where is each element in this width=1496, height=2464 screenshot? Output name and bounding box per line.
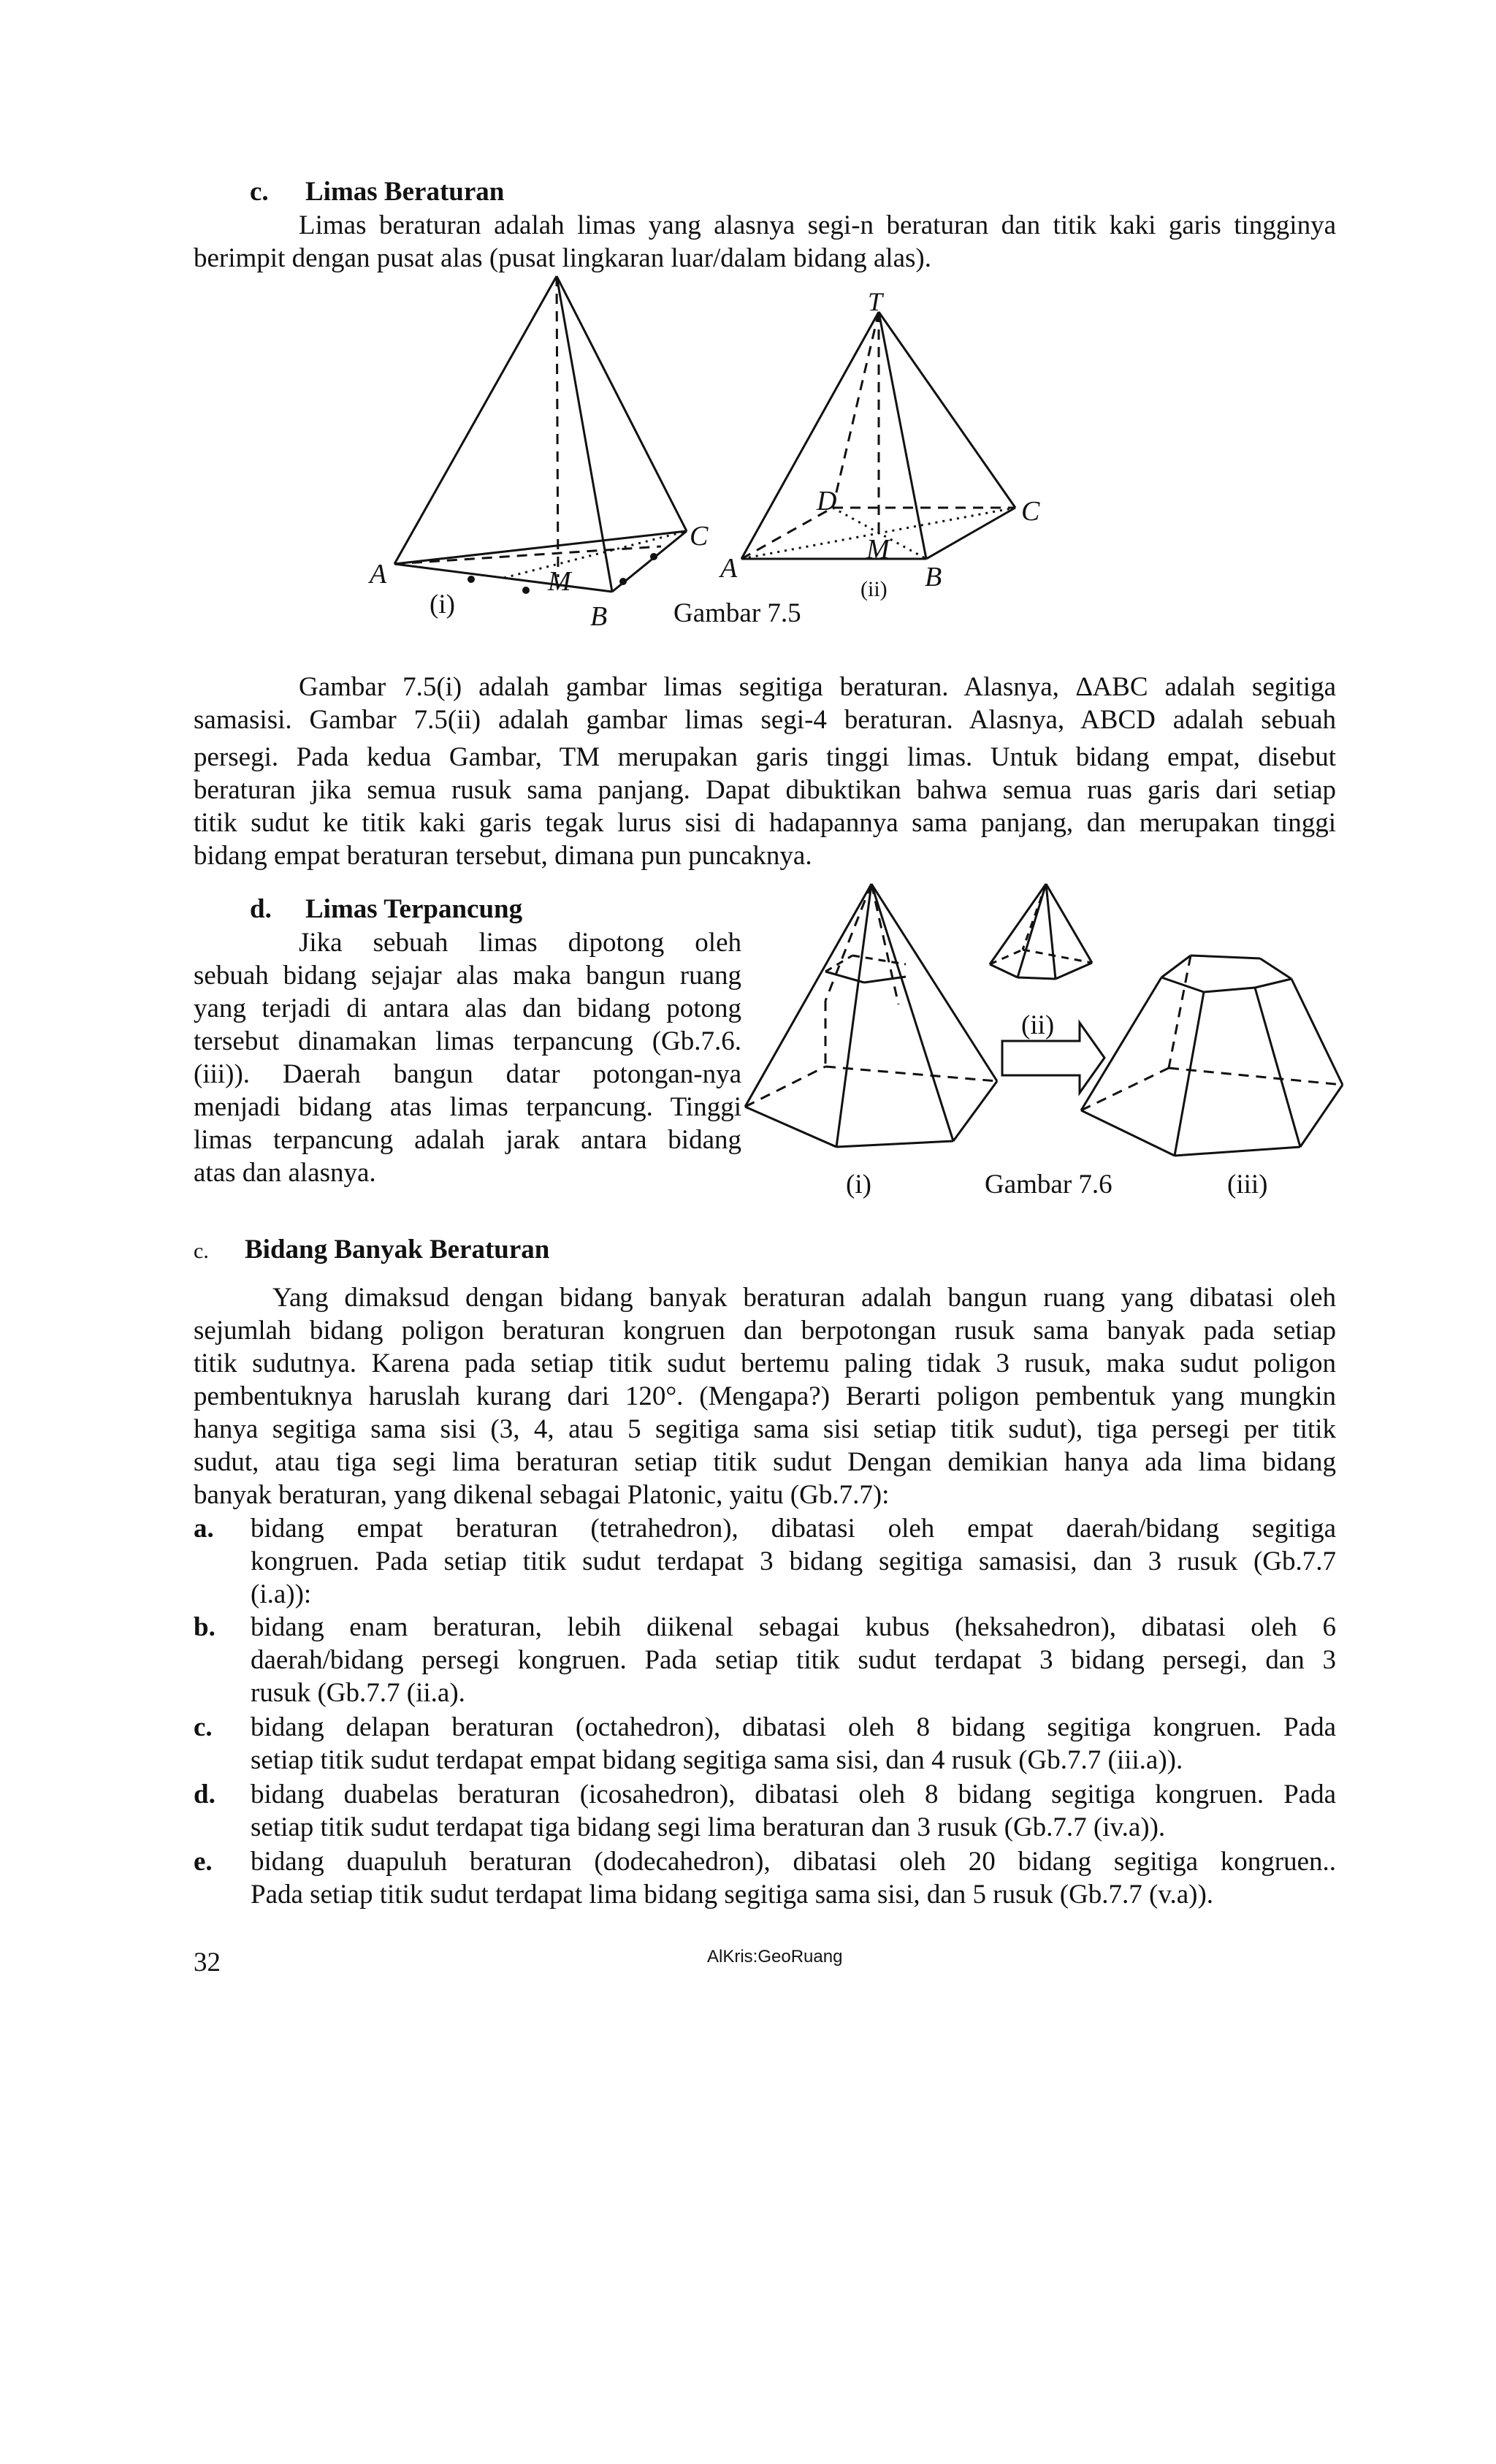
section-d-line: sebuah bidang sejajar alas maka bangun ruang bbox=[194, 961, 741, 991]
section-d-line: tersebut dinamakan limas terpancung (Gb.7.6. bbox=[194, 1026, 741, 1056]
pyr-ii-label-t: T bbox=[868, 287, 883, 316]
fig-7-6-ii-small-pyramid bbox=[990, 884, 1092, 979]
list-item-line: setiap titik sudut terdapat empat bidang segitiga sama sisi, dan 4 rusuk (Gb.7.7 (iii.a)). bbox=[251, 1745, 1183, 1775]
list-item bbox=[194, 1845, 1336, 1912]
section-d-line: (iii)). Daerah bangun datar potongan-nya bbox=[194, 1059, 741, 1089]
list-item-letter: a. bbox=[194, 1514, 214, 1544]
fig-7-6-label-iii: (iii) bbox=[1227, 1170, 1268, 1199]
section-c-paragraph: Limas beraturan adalah limas yang alasnya segi-n beraturan dan titik kaki garis tingginya berimpit dengan pusat alas (pusat lingkaran luar/dalam bidang alas). bbox=[194, 210, 1336, 273]
list-item bbox=[194, 1778, 1336, 1845]
para-7-5-line: beraturan jika semua rusuk sama panjang. Dapat dibuktikan bahwa semua ruas garis dari setiap bbox=[194, 775, 1336, 805]
list-item-line: (i.a)): bbox=[251, 1579, 312, 1609]
list-item-line: Pada setiap titik sudut terdapat lima bidang segitiga sama sisi, dan 5 rusuk (Gb.7.7 (v.a)). bbox=[251, 1880, 1214, 1910]
section-d-title: Limas Terpancung bbox=[305, 894, 523, 924]
section-c2-line: hanya segitiga sama sisi (3, 4, atau 5 segitiga sama sisi setiap titik sudut), tiga persegi per titik bbox=[194, 1414, 1336, 1444]
platonic-list bbox=[194, 1512, 1336, 1912]
para-7-5-line: persegi. Pada kedua Gambar, TM merupakan garis tinggi limas. Untuk bidang empat, disebut bbox=[194, 742, 1336, 772]
pyr-ii-label-a: A bbox=[720, 553, 738, 584]
section-c2-title: Bidang Banyak Beraturan bbox=[245, 1235, 550, 1265]
fig-7-6-iii-frustum bbox=[1081, 956, 1343, 1156]
list-item-letter: c. bbox=[194, 1712, 213, 1742]
section-c-title: Limas Beraturan bbox=[305, 177, 505, 207]
section-c-letter: c. bbox=[250, 177, 269, 207]
fig-7-5-label-i: (i) bbox=[430, 590, 455, 619]
pyr-ii-label-d: D bbox=[817, 486, 837, 516]
list-item-line: kongruen. Pada setiap titik sudut terdapat 3 bidang segitiga samasisi, dan 3 rusuk (Gb.7.7 bbox=[251, 1546, 1336, 1576]
section-c2-paragraph bbox=[194, 1281, 1336, 1511]
list-item-line: bidang duapuluh beraturan (dodecahedron), dibatasi oleh 20 bidang segitiga kongruen.. bbox=[251, 1847, 1336, 1877]
list-item bbox=[194, 1611, 1336, 1711]
pyr-i-label-b: B bbox=[590, 601, 608, 632]
section-c2-line: sejumlah bidang poligon beraturan kongruen dan berpotongan rusuk sama banyak pada setiap bbox=[194, 1316, 1336, 1346]
section-c2-line: banyak beraturan, yang dikenal sebagai Platonic, yaitu (Gb.7.7): bbox=[194, 1480, 890, 1510]
pyr-i-label-a: A bbox=[370, 559, 387, 590]
section-d-line: yang terjadi di antara alas dan bidang potong bbox=[194, 993, 741, 1023]
list-item-line: bidang empat beraturan (tetrahedron), dibatasi oleh empat daerah/bidang segitiga bbox=[251, 1514, 1336, 1544]
section-d-line: Jika sebuah limas dipotong oleh bbox=[299, 928, 741, 958]
fig-7-6-label-i: (i) bbox=[846, 1170, 871, 1199]
fig-7-5-caption: Gambar 7.5 bbox=[673, 598, 801, 628]
para-7-5-line: bidang empat beraturan tersebut, dimana pun puncaknya. bbox=[194, 841, 812, 871]
fig-7-6-label-ii: (ii) bbox=[1021, 1010, 1055, 1040]
pyr-i-label-c: C bbox=[690, 521, 709, 552]
list-item-letter: d. bbox=[194, 1780, 215, 1809]
pyr-i-label-m: M bbox=[548, 566, 571, 597]
section-d-line: menjadi bidang atas limas terpancung. Tinggi bbox=[194, 1092, 741, 1122]
list-item-line: bidang duabelas beraturan (icosahedron), dibatasi oleh 8 bidang segitiga kongruen. Pada bbox=[251, 1780, 1336, 1809]
section-c2-line: Yang dimaksud dengan bidang banyak beraturan adalah bangun ruang yang dibatasi oleh bbox=[272, 1283, 1336, 1313]
fig-7-5-label-ii: (ii) bbox=[860, 577, 888, 601]
list-item bbox=[194, 1512, 1336, 1611]
para-7-5-line: titik sudut ke titik kaki garis tegak lurus sisi di hadapannya sama panjang, dan merupakan tinggi bbox=[194, 808, 1336, 838]
section-c2-letter: c. bbox=[194, 1239, 209, 1263]
section-c2-line: titik sudutnya. Karena pada setiap titik sudut bertemu paling tidak 3 rusuk, maka sudut poligon bbox=[194, 1349, 1336, 1378]
section-d-line: limas terpancung adalah jarak antara bidang bbox=[194, 1125, 741, 1155]
list-item-line: rusuk (Gb.7.7 (ii.a). bbox=[251, 1678, 465, 1708]
list-item-line: bidang delapan beraturan (octahedron), dibatasi oleh 8 bidang segitiga kongruen. Pada bbox=[251, 1712, 1336, 1742]
list-item-line: setiap titik sudut terdapat tiga bidang segi lima beraturan dan 3 rusuk (Gb.7.7 (iv.a)). bbox=[251, 1812, 1166, 1842]
section-c2-line: pembentuknya haruslah kurang dari 120°. (Mengapa?) Berarti poligon pembentuk yang mungkin bbox=[194, 1381, 1336, 1411]
pyr-ii-label-b: B bbox=[925, 562, 942, 592]
page-number: 32 bbox=[194, 1948, 221, 1977]
list-item-line: daerah/bidang persegi kongruen. Pada setiap titik sudut terdapat 3 bidang persegi, dan 3 bbox=[251, 1645, 1336, 1675]
fig-7-6-caption: Gambar 7.6 bbox=[985, 1170, 1113, 1199]
section-d-line: atas dan alasnya. bbox=[194, 1158, 376, 1188]
list-item-letter: b. bbox=[194, 1612, 215, 1642]
list-item-line: bidang enam beraturan, lebih diikenal sebagai kubus (heksahedron), dibatasi oleh 6 bbox=[251, 1612, 1336, 1642]
list-item-letter: e. bbox=[194, 1847, 213, 1877]
pyr-ii-label-m: M bbox=[866, 534, 890, 565]
list-item bbox=[194, 1711, 1336, 1778]
fig-7-6-i-pyramid bbox=[745, 884, 997, 1147]
section-d-letter: d. bbox=[250, 894, 272, 924]
pyr-ii-label-c: C bbox=[1021, 496, 1040, 527]
para-7-5-line: samasisi. Gambar 7.5(ii) adalah gambar limas segi-4 beraturan. Alasnya, ABCD adalah sebuah bbox=[194, 705, 1336, 735]
section-c2-line: sudut, atau tiga segi lima beraturan setiap titik sudut Dengan demikian hanya ada lima bidang bbox=[194, 1447, 1336, 1477]
running-title: AlKris:GeoRuang bbox=[707, 1947, 843, 1967]
para-7-5-line: Gambar 7.5(i) adalah gambar limas segitiga beraturan. Alasnya, ∆ABC adalah segitiga bbox=[299, 672, 1336, 702]
